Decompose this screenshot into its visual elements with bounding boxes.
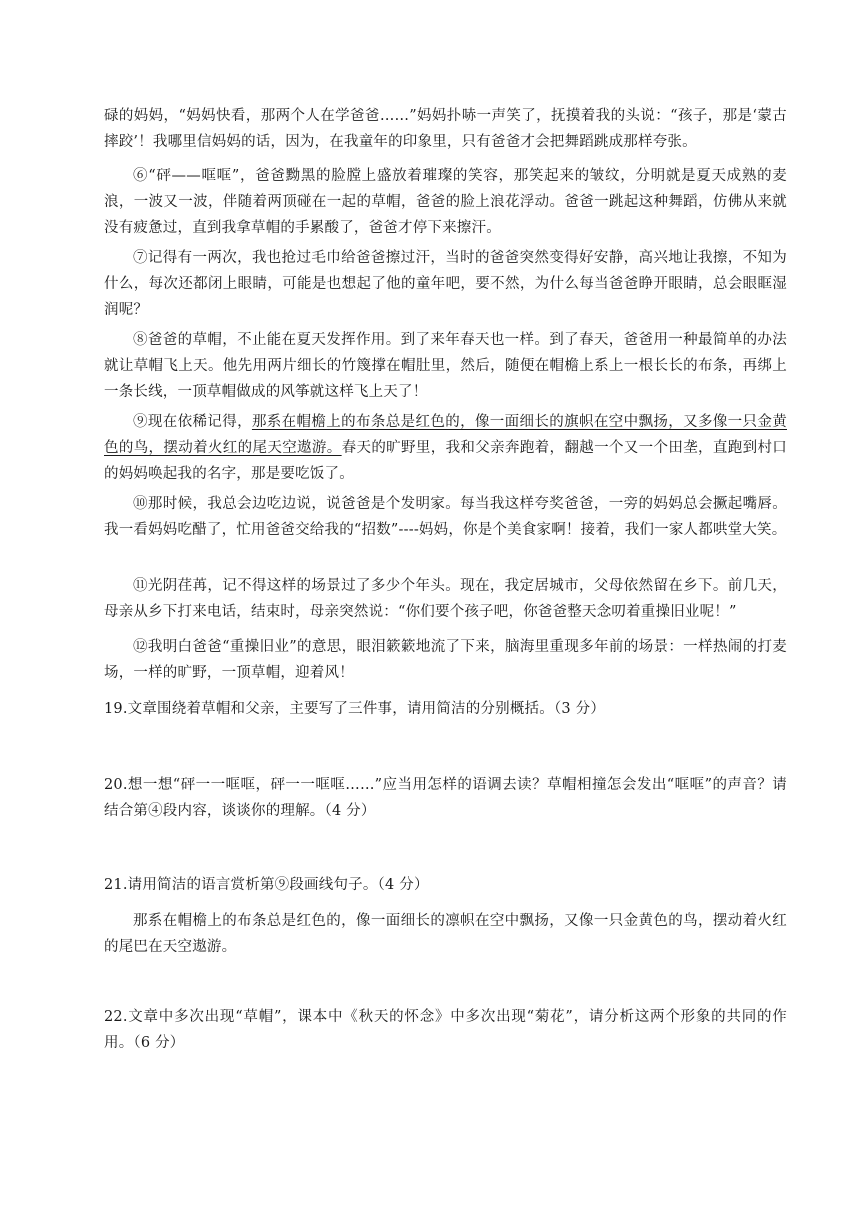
- paragraph-9-suffix: 春天的旷野里，我和父亲奔跑着，翻越一个又一个田垄，直跑到村口的妈妈唤起我的名字，那是要吃饭了。: [104, 440, 788, 482]
- question-21: 21.请用简洁的语言赏析第⑨段画线句子。（4 分）: [104, 877, 429, 893]
- question-19: 19.文章围绕着草帽和父亲，主要写了三件事，请用简洁的分别概括。（3 分）: [104, 701, 606, 717]
- paragraph-9-prefix: ⑨现在依稀记得，: [133, 414, 252, 430]
- question-21-quote: 那系在帽檐上的布条总是红色的，像一面细长的凛帜在空中飘扬，又像一只金黄色的鸟，摆动着火红的尾巴在天空遨游。: [104, 913, 787, 955]
- question-22: 22.文章中多次出现“草帽”，课本中《秋天的怀念》中多次出现“菊花”，请分析这两个形象的共同的作用。（6 分）: [104, 1009, 787, 1051]
- paragraph-12: ⑫我明白爸爸“重操旧业”的意思，眼泪簌簌地流了下来，脑海里重现多年前的场景：一样热闹的打麦场，一样的旷野，一顶草帽，迎着风！: [104, 639, 787, 681]
- paragraph-6: ⑥“砰——哐哐”，爸爸黝黑的脸膛上盛放着璀璨的笑容，那笑起来的皱纹，分明就是夏天成熟的麦浪，一波又一波，伴随着两顶碰在一起的草帽，爸爸的脸上浪花浮动。爸爸一跳起这种舞蹈，仿佛从来就没有疲惫过，直到我拿草帽的手累酸了，爸爸才停下来擦汗。: [104, 168, 787, 236]
- paragraph-9-underlined-sentence: 那系在帽檐上的布条总是红色的，像一面细长的旗帜在空中飘扬，又多像一只金黄色的鸟，摆动着火红的尾天空遨游。: [104, 414, 787, 456]
- paragraph-11: ⑪光阴荏苒，记不得这样的场景过了多少个年头。现在，我定居城市，父母依然留在乡下。前几天，母亲从乡下打来电话，结束时，母亲突然说：“你们要个孩子吧，你爸爸整天念叨着重操旧业呢！”: [104, 578, 787, 620]
- paragraph-7: ⑦记得有一两次，我也抢过毛巾给爸爸擦过汗，当时的爸爸突然变得好安静，高兴地让我擦，不知为什么，每次还都闭上眼睛，可能是也想起了他的童年吧，要不然，为什么每当爸爸睁开眼睛，总会眼眶湿润呢？: [104, 250, 787, 318]
- paragraph-8: ⑧爸爸的草帽，不止能在夏天发挥作用。到了来年春天也一样。到了春天，爸爸用一种最简单的办法就让草帽飞上天。他先用两片细长的竹篾撑在帽肚里，然后，随便在帽檐上系上一根长长的布条，再绑上一条长线，一顶草帽做成的风筝就这样飞上天了！: [104, 332, 787, 400]
- question-20: 20.想一想“砰一一哐哐，砰一一哐哐……”应当用怎样的语调去读？草帽相撞怎会发出“哐哐”的声音？请结合第④段内容，谈谈你的理解。（4 分）: [104, 777, 787, 819]
- paragraph-9: [104, 409, 787, 487]
- paragraph-10: ⑩那时候，我总会边吃边说，说爸爸是个发明家。每当我这样夸奖爸爸，一旁的妈妈总会撅起嘴唇。我一看妈妈吃醋了，忙用爸爸交给我的“招数”----妈妈，你是个美食家啊！接着，我们一家人都哄堂大笑。: [104, 496, 787, 538]
- paragraph-continued: 碌的妈妈，“妈妈快看，那两个人在学爸爸……”妈妈扑哧一声笑了，抚摸着我的头说：“孩子，那是‘蒙古摔跤’！我哪里信妈妈的话，因为，在我童年的印象里，只有爸爸才会把舞蹈跳成那样夸张。: [104, 108, 787, 150]
